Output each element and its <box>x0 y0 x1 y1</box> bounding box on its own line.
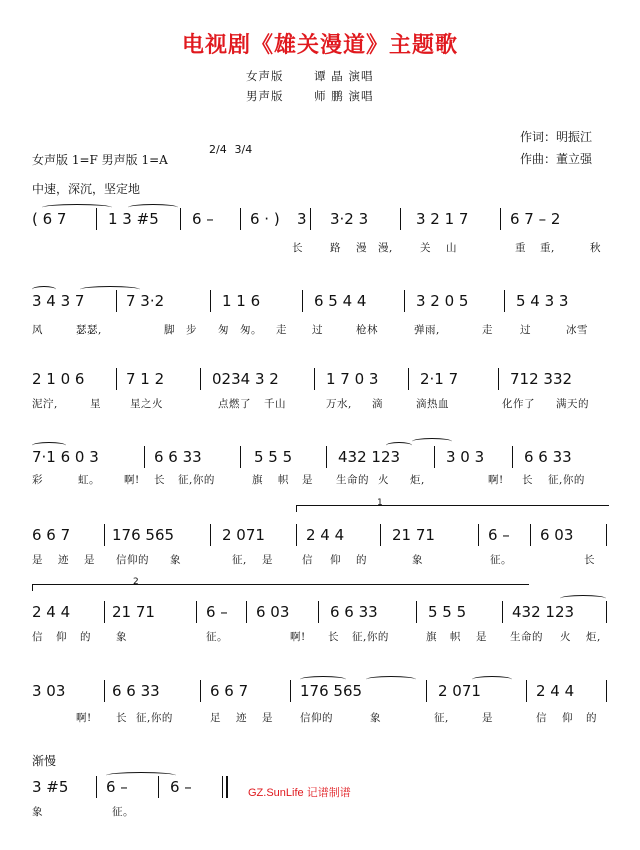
lyric: 滴热血 <box>416 398 449 410</box>
lyric: 信 <box>302 554 313 566</box>
page-title: 电视剧《雄关漫道》主题歌 <box>181 33 458 58</box>
lyric: 的 <box>586 712 597 724</box>
bar-line <box>530 524 531 546</box>
lyric: 千山 <box>264 398 286 410</box>
notes-line <box>0 601 640 623</box>
note-group: 712 332 <box>510 370 573 388</box>
lyric: 是 <box>262 712 273 724</box>
note-group: 1 1 6 <box>222 292 261 310</box>
lyric: 彩 <box>32 474 43 486</box>
tempo-marking: 中速，深沉，坚定地 <box>32 182 141 196</box>
note-group: 6 5 4 4 <box>314 292 367 310</box>
final-marking: 渐慢 <box>32 754 57 768</box>
bar-line <box>606 524 607 546</box>
note-group: 7 1 2 <box>126 370 165 388</box>
note-group: 6 – <box>206 603 228 621</box>
lyric: 关 <box>420 242 431 254</box>
singer-label: 谭 晶 演唱 <box>314 69 374 83</box>
notes-line <box>0 446 640 468</box>
bar-line <box>246 601 247 623</box>
note-group: 21 71 <box>392 526 435 544</box>
bar-line <box>310 208 311 230</box>
note-group: 5 5 5 <box>254 448 293 466</box>
note-group: 6 6 7 <box>32 526 71 544</box>
bar-line <box>116 368 117 390</box>
lyric: 火 <box>378 474 389 486</box>
bar-line <box>498 368 499 390</box>
lyric: 化作了 <box>502 398 535 410</box>
lyric: 征,你的 <box>178 474 215 486</box>
slur <box>300 676 346 683</box>
lyrics-line <box>0 804 640 820</box>
note-group: 3 03 <box>32 682 66 700</box>
lyric: 炬, <box>586 631 601 643</box>
bar-line <box>240 446 241 468</box>
lyric: 点燃了 <box>218 398 251 410</box>
lyric: 冰雪 <box>566 324 588 336</box>
lyric: 长 <box>154 474 165 486</box>
bar-line <box>526 680 527 702</box>
slur <box>106 772 176 779</box>
lyric: 生命的 <box>510 631 543 643</box>
lyric: 长 <box>522 474 533 486</box>
lyric: 长 <box>584 554 595 566</box>
note-group: 6 – <box>106 778 128 796</box>
bar-line <box>116 290 117 312</box>
lyric: 长 <box>292 242 303 254</box>
bar-line <box>500 208 501 230</box>
lyric: 啊! <box>290 631 306 643</box>
lyric: 枪林 <box>356 324 378 336</box>
version-label: 男声版 <box>246 89 284 103</box>
note-group: 6 6 33 <box>154 448 202 466</box>
volta-label: 2 <box>133 577 139 587</box>
lyricist-credit: 作词：明振江 <box>520 130 593 144</box>
slur <box>472 676 512 683</box>
bar-line <box>408 368 409 390</box>
time-sig-a: 2/4 <box>209 143 227 156</box>
notes-line <box>0 208 640 230</box>
bar-line <box>180 208 181 230</box>
note-group: 6 03 <box>540 526 574 544</box>
bar-line <box>426 680 427 702</box>
note-group: 21 71 <box>112 603 155 621</box>
note-group: 1 7 0 3 <box>326 370 379 388</box>
bar-line <box>296 524 297 546</box>
note-group: 432 123 <box>338 448 401 466</box>
bar-line <box>240 208 241 230</box>
bar-line <box>326 446 327 468</box>
bar-line <box>504 290 505 312</box>
lyric: 风 <box>32 324 43 336</box>
lyric: 过 <box>520 324 531 336</box>
bar-line <box>290 680 291 702</box>
bar-line <box>400 208 401 230</box>
lyric: 帜 <box>278 474 289 486</box>
lyric: 是 <box>302 474 313 486</box>
note-group: 3 2 1 7 <box>416 210 469 228</box>
lyric: 万水, <box>326 398 352 410</box>
lyric: 仰 <box>330 554 341 566</box>
bar-line <box>380 524 381 546</box>
note-group: 3 2 0 5 <box>416 292 469 310</box>
lyric: 山 <box>446 242 457 254</box>
bar-line <box>606 680 607 702</box>
lyric: 火 <box>560 631 571 643</box>
lyric: 的 <box>80 631 91 643</box>
note-group: 6 – <box>170 778 192 796</box>
lyric: 征,你的 <box>352 631 389 643</box>
bar-line <box>104 524 105 546</box>
note-group: 6 6 33 <box>112 682 160 700</box>
bar-line <box>404 290 405 312</box>
lyric: 足 <box>210 712 221 724</box>
lyric: 匆 <box>218 324 229 336</box>
bar-line <box>416 601 417 623</box>
slur <box>32 442 66 449</box>
note-group: 176 565 <box>300 682 363 700</box>
lyric: 泥泞, <box>32 398 58 410</box>
slur <box>32 286 56 293</box>
slur <box>80 286 140 293</box>
lyric: 帜 <box>450 631 461 643</box>
singer-label: 师 鹏 演唱 <box>314 89 374 103</box>
lyric: 征, <box>232 554 247 566</box>
bar-line <box>478 524 479 546</box>
lyric: 走 <box>482 324 493 336</box>
performer-male <box>246 88 373 104</box>
lyric: 象 <box>170 554 181 566</box>
bar-line <box>200 368 201 390</box>
bar-line <box>96 208 97 230</box>
time-sig-b: 3/4 <box>234 143 253 156</box>
lyric: 瑟瑟, <box>76 324 102 336</box>
bar-line <box>222 776 223 798</box>
bar-line <box>502 601 503 623</box>
note-group: 3 <box>297 210 307 228</box>
lyric: 走 <box>276 324 287 336</box>
note-group: 6 – <box>192 210 214 228</box>
lyric: 旗 <box>426 631 437 643</box>
lyric: 征,你的 <box>136 712 173 724</box>
note-group: 6 · ) <box>250 210 280 228</box>
slur <box>560 595 606 602</box>
notes-line <box>0 290 640 312</box>
volta-bracket-2 <box>32 577 529 591</box>
lyric: 弹雨, <box>414 324 440 336</box>
lyric: 象 <box>32 806 43 818</box>
note-group: 7·1 6 0 3 <box>32 448 99 466</box>
volta-bracket-1 <box>296 498 609 512</box>
bar-line <box>318 601 319 623</box>
note-group: 2 4 4 <box>536 682 575 700</box>
lyric: 啊! <box>76 712 92 724</box>
note-group: 2 071 <box>438 682 481 700</box>
note-group: 7 3·2 <box>126 292 165 310</box>
note-group: 6 – <box>488 526 510 544</box>
note-group: 6 6 33 <box>524 448 572 466</box>
note-group: 6 6 33 <box>330 603 378 621</box>
lyric: 长 <box>328 631 339 643</box>
lyric: 是 <box>32 554 43 566</box>
lyrics-line <box>0 472 640 488</box>
lyric: 满天的 <box>556 398 589 410</box>
bar-line <box>104 601 105 623</box>
bar-line <box>210 290 211 312</box>
lyric: 象 <box>116 631 127 643</box>
lyric: 漫 <box>356 242 367 254</box>
lyric: 信仰的 <box>300 712 333 724</box>
lyric: 漫, <box>378 242 393 254</box>
time-signature <box>209 144 257 156</box>
bar-line <box>226 776 228 798</box>
lyric: 是 <box>482 712 493 724</box>
slur <box>128 204 178 211</box>
slur <box>366 676 416 683</box>
lyric: 是 <box>262 554 273 566</box>
lyrics-line <box>0 629 640 645</box>
bar-line <box>196 601 197 623</box>
slur <box>42 204 112 211</box>
notes-line <box>0 368 640 390</box>
lyric: 匆。 <box>240 324 262 336</box>
bar-line <box>158 776 159 798</box>
slur <box>386 442 412 449</box>
lyric: 征,你的 <box>548 474 585 486</box>
lyric: 信 <box>32 631 43 643</box>
note-group: 2 1 0 6 <box>32 370 85 388</box>
transcriber-credit: GZ.SunLife 记谱制谱 <box>248 787 351 799</box>
composer-credit: 作曲：董立强 <box>520 152 593 166</box>
lyric: 滴 <box>372 398 383 410</box>
note-group: 6 6 7 <box>210 682 249 700</box>
lyric: 征。 <box>490 554 512 566</box>
lyric: 迹 <box>58 554 69 566</box>
bar-line <box>434 446 435 468</box>
note-group: 3 #5 <box>32 778 69 796</box>
lyric: 信 <box>536 712 547 724</box>
note-group: 6 03 <box>256 603 290 621</box>
bar-line <box>96 776 97 798</box>
note-group: 2·1 7 <box>420 370 459 388</box>
lyric: 星 <box>90 398 101 410</box>
lyric: 象 <box>412 554 423 566</box>
note-group: 2 4 4 <box>32 603 71 621</box>
note-group: 3 0 3 <box>446 448 485 466</box>
lyric: 星之火 <box>130 398 163 410</box>
volta-label: 1 <box>377 498 383 508</box>
lyric: 过 <box>312 324 323 336</box>
lyrics-line <box>0 240 640 256</box>
lyrics-line <box>0 552 640 568</box>
notes-line <box>0 680 640 702</box>
lyric: 啊! <box>488 474 504 486</box>
notes-line <box>0 524 640 546</box>
lyric: 象 <box>370 712 381 724</box>
lyrics-line <box>0 710 640 726</box>
bar-line <box>144 446 145 468</box>
lyric: 重, <box>540 242 555 254</box>
lyric: 迹 <box>236 712 247 724</box>
lyric: 征。 <box>112 806 134 818</box>
lyrics-line <box>0 322 640 338</box>
note-group: 0234 3 2 <box>212 370 279 388</box>
bar-line <box>314 368 315 390</box>
version-label: 女声版 <box>246 69 284 83</box>
lyrics-line <box>0 396 640 412</box>
lyric: 的 <box>356 554 367 566</box>
lyric: 生命的 <box>336 474 369 486</box>
lyric: 长 <box>116 712 127 724</box>
note-group: 2 4 4 <box>306 526 345 544</box>
note-group: 176 565 <box>112 526 175 544</box>
lyric: 征, <box>434 712 449 724</box>
lyric: 啊! <box>124 474 140 486</box>
note-group: 432 123 <box>512 603 575 621</box>
lyric: 炬, <box>410 474 425 486</box>
lyric: 虹。 <box>78 474 100 486</box>
lyric: 脚 <box>164 324 175 336</box>
note-group: 2 071 <box>222 526 265 544</box>
bar-line <box>606 601 607 623</box>
lyric: 路 <box>330 242 341 254</box>
bar-line <box>512 446 513 468</box>
bar-line <box>104 680 105 702</box>
lyric: 是 <box>84 554 95 566</box>
note-group: 5 5 5 <box>428 603 467 621</box>
lyric: 是 <box>476 631 487 643</box>
note-group: ( 6 7 <box>32 210 67 228</box>
bar-line <box>200 680 201 702</box>
key-signature: 女声版 1=F 男声版 1=A <box>32 153 168 167</box>
lyric: 重 <box>515 242 526 254</box>
lyric: 征。 <box>206 631 228 643</box>
lyric: 信仰的 <box>116 554 149 566</box>
note-group: 6 7 – 2 <box>510 210 561 228</box>
lyric: 仰 <box>56 631 67 643</box>
lyric: 步 <box>186 324 197 336</box>
lyric: 旗 <box>252 474 263 486</box>
bar-line <box>210 524 211 546</box>
note-group: 5 4 3 3 <box>516 292 569 310</box>
performer-female <box>246 68 373 84</box>
lyric: 仰 <box>562 712 573 724</box>
note-group: 1 3 #5 <box>108 210 159 228</box>
lyric: 秋 <box>590 242 601 254</box>
note-group: 3·2 3 <box>330 210 369 228</box>
slur <box>412 438 452 445</box>
note-group: 3 4 3 7 <box>32 292 85 310</box>
bar-line <box>302 290 303 312</box>
